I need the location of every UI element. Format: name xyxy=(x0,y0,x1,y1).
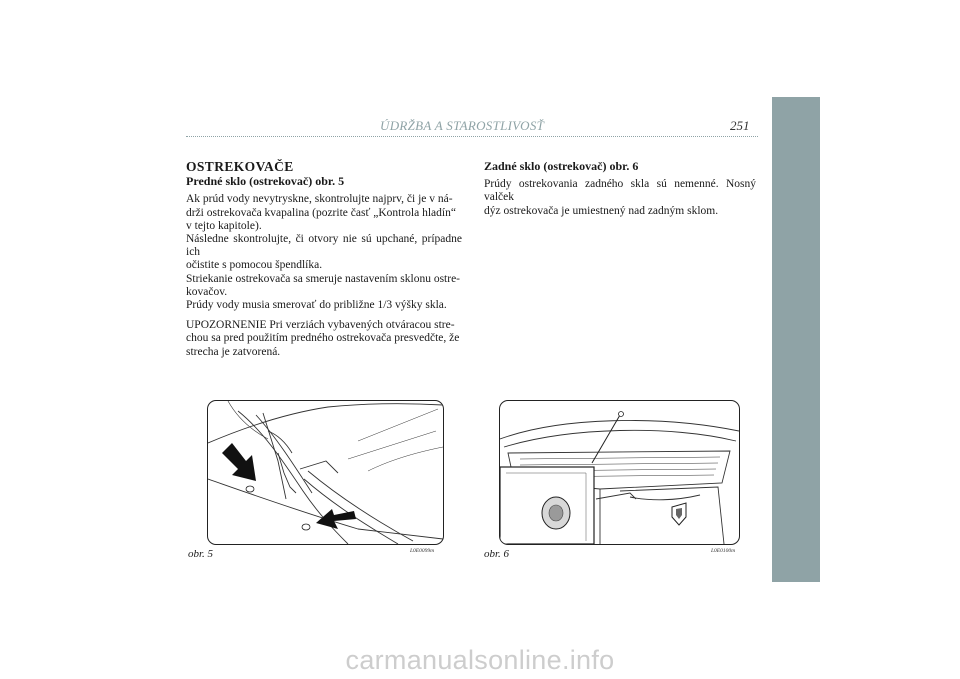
text-line: Následne skontrolujte, či otvory nie sú upchané, prípadne ich xyxy=(186,233,462,259)
washer-nozzle-icon xyxy=(302,524,310,530)
rear-washer-illustration xyxy=(500,401,739,544)
text-line: chou sa pred použitím predného ostrekovača presvedčte, že xyxy=(186,332,460,345)
text-line: strecha je zatvorená. xyxy=(186,345,281,358)
figure-5-code: L0E0099m xyxy=(410,548,435,554)
arrow-icon xyxy=(222,443,256,481)
figure-5-caption: obr. 5 xyxy=(188,548,214,560)
text-line: v tejto kapitole). xyxy=(186,219,262,232)
front-washer-illustration xyxy=(208,401,443,544)
figure-6-caption: obr. 6 xyxy=(484,548,510,560)
text-line: Striekanie ostrekovača sa smeruje nastavením sklonu ostre- xyxy=(186,272,461,285)
front-washer-subheading: Predné sklo (ostrekovač) obr. 5 xyxy=(186,174,345,189)
text-line: Ak prúd vody nevytryskne, skontrolujte najprv, či je v ná- xyxy=(186,193,453,206)
rear-washer-paragraph xyxy=(484,178,756,218)
text-line: Prúdy vody musia smerovať do približne 1/3 výšky skla. xyxy=(186,299,447,312)
section-side-tab xyxy=(772,97,820,582)
text-line: dýz ostrekovača je umiestnený nad zadným sklom. xyxy=(484,204,719,217)
running-header-title: ÚDRŽBA A STAROSTLIVOSŤ xyxy=(380,118,545,133)
page-number: 251 xyxy=(730,118,750,133)
text-line: kovačov. xyxy=(186,285,228,298)
header-divider xyxy=(186,136,758,137)
brand-badge-icon xyxy=(672,503,686,525)
figure-5-front-washers xyxy=(207,400,444,545)
section-heading: OSTREKOVAČE xyxy=(186,159,294,174)
text-line: očistite s pomocou špendlíka. xyxy=(186,259,323,272)
text-line: Prúdy ostrekovania zadného skla sú nemenné. Nosný valček xyxy=(484,178,756,204)
watermark: carmanualsonline.info xyxy=(345,645,615,675)
text-line: UPOZORNENIE Pri verziách vybavených otváracou stre- xyxy=(186,319,455,332)
text-line: drži ostrekovača kvapalina (pozrite časť „Kontrola hladín“ xyxy=(186,206,456,219)
figure-6-code: L0E0100m xyxy=(711,548,736,554)
left-text-column xyxy=(186,160,462,366)
right-text-column xyxy=(484,160,756,225)
figure-6-rear-washer xyxy=(499,400,740,545)
rear-washer-subheading: Zadné sklo (ostrekovač) obr. 6 xyxy=(484,159,639,173)
washer-nozzle-icon xyxy=(619,412,624,417)
front-washer-paragraph xyxy=(186,193,462,312)
warning-paragraph xyxy=(186,319,462,359)
washer-nozzle-icon xyxy=(246,486,254,492)
arrow-icon xyxy=(316,509,356,529)
